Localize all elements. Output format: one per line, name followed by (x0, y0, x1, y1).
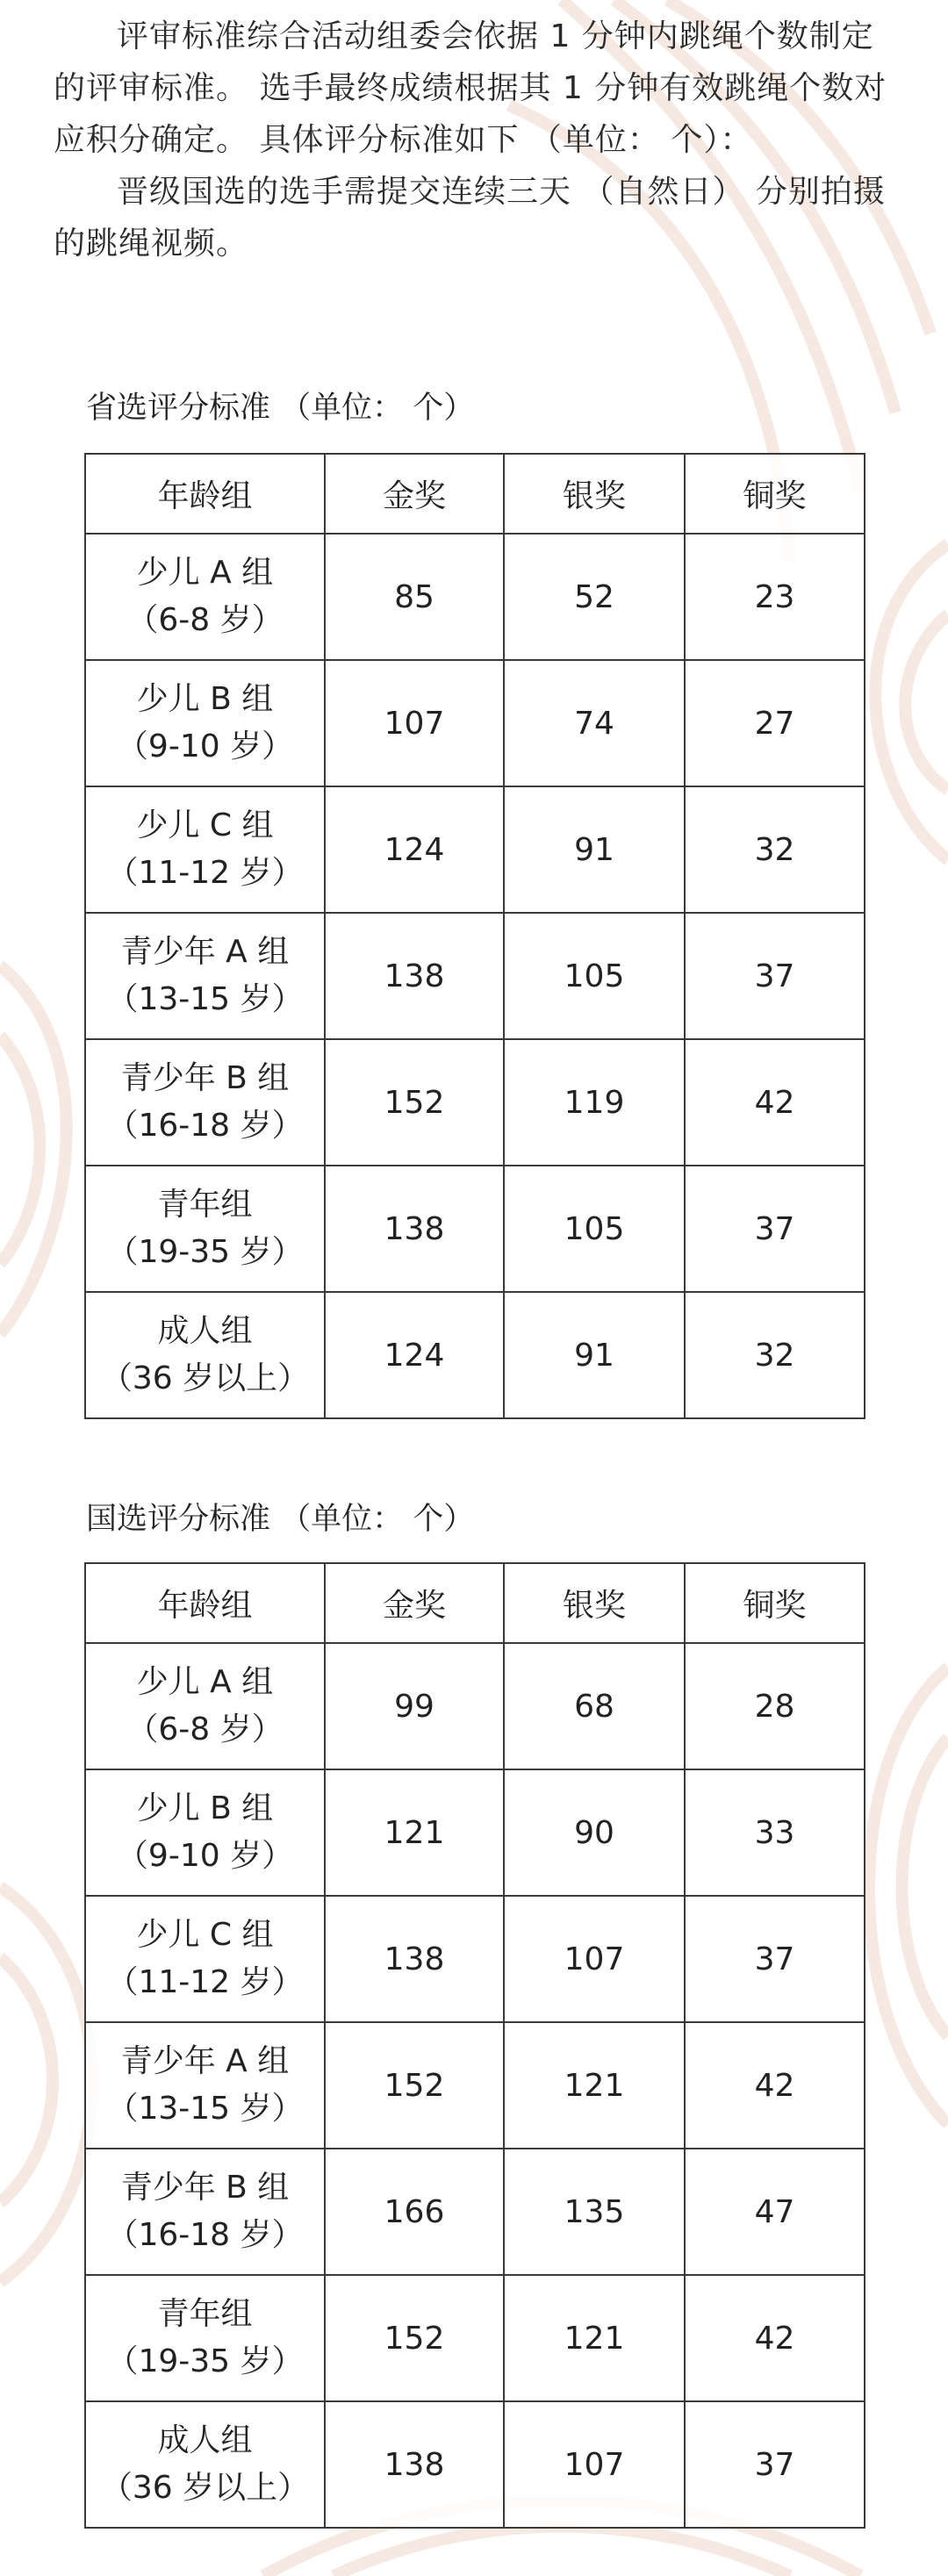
age-group-cell (85, 660, 325, 786)
age-group-cell (85, 2401, 325, 2528)
age-range: （9-10 岁） (116, 1838, 294, 1874)
gold-cell: 138 (325, 2401, 504, 2528)
age-range: （19-35 岁） (106, 2343, 304, 2379)
age-range: （19-35 岁） (106, 1234, 304, 1270)
age-group-cell (85, 1166, 325, 1292)
header-age-group: 年龄组 (85, 1563, 325, 1643)
age-range: （36 岁以上） (100, 2470, 310, 2506)
table-header-row (85, 1563, 865, 1643)
header-age-group: 年龄组 (85, 454, 325, 534)
age-group-cell (85, 1769, 325, 1896)
gold-cell: 166 (325, 2149, 504, 2275)
age-group-name: 青年组 (157, 2296, 253, 2332)
gold-cell: 138 (325, 1166, 504, 1292)
table-row (85, 2149, 865, 2275)
bronze-cell: 27 (685, 660, 865, 786)
silver-cell: 91 (504, 1292, 685, 1418)
intro-text (54, 11, 896, 269)
table-row (85, 1896, 865, 2022)
table-row (85, 2401, 865, 2528)
age-range: （6-8 岁） (126, 1711, 284, 1747)
age-group-name: 青少年 B 组 (120, 2170, 290, 2206)
silver-cell: 119 (504, 1039, 685, 1166)
silver-cell: 91 (504, 786, 685, 913)
gold-cell: 152 (325, 2022, 504, 2149)
silver-cell: 135 (504, 2149, 685, 2275)
table-row (85, 786, 865, 913)
age-range: （11-12 岁） (106, 855, 304, 891)
table-row (85, 913, 865, 1039)
silver-cell: 74 (504, 660, 685, 786)
intro-paragraph-2: 晋级国选的选手需提交连续三天 （自然日） 分别拍摄的跳绳视频。 (54, 174, 886, 262)
national-score-table (84, 1562, 865, 2529)
age-group-name: 成人组 (157, 2422, 253, 2458)
gold-cell: 138 (325, 1896, 504, 2022)
gold-cell: 138 (325, 913, 504, 1039)
age-group-name: 青年组 (157, 1187, 253, 1223)
age-group-cell (85, 1039, 325, 1166)
bronze-cell: 42 (685, 2022, 865, 2149)
age-range: （36 岁以上） (100, 1360, 310, 1396)
national-table-title: 国选评分标准 （单位： 个） (86, 1502, 475, 1537)
age-group-name: 成人组 (157, 1313, 253, 1349)
age-range: （11-12 岁） (106, 1964, 304, 2000)
age-group-name: 青少年 A 组 (120, 934, 290, 970)
header-gold: 金奖 (325, 454, 504, 534)
table-row (85, 1166, 865, 1292)
age-group-name: 少儿 C 组 (136, 1917, 274, 1953)
bronze-cell: 42 (685, 1039, 865, 1166)
bronze-cell: 28 (685, 1643, 865, 1769)
bronze-cell: 42 (685, 2275, 865, 2401)
silver-cell: 68 (504, 1643, 685, 1769)
age-range: （9-10 岁） (116, 728, 294, 764)
bronze-cell: 32 (685, 1292, 865, 1418)
age-range: （6-8 岁） (126, 602, 284, 638)
silver-cell: 107 (504, 1896, 685, 2022)
age-group-cell (85, 2149, 325, 2275)
bronze-cell: 37 (685, 1896, 865, 2022)
age-range: （16-18 岁） (106, 1108, 304, 1144)
gold-cell: 124 (325, 1292, 504, 1418)
table-row (85, 2275, 865, 2401)
gold-cell: 152 (325, 1039, 504, 1166)
provincial-score-table (84, 453, 865, 1419)
age-group-cell (85, 1643, 325, 1769)
bronze-cell: 33 (685, 1769, 865, 1896)
gold-cell: 152 (325, 2275, 504, 2401)
table-row (85, 534, 865, 660)
table-row (85, 2022, 865, 2149)
age-range: （13-15 岁） (106, 2091, 304, 2127)
table-header-row (85, 454, 865, 534)
age-group-name: 青少年 A 组 (120, 2043, 290, 2079)
gold-cell: 107 (325, 660, 504, 786)
gold-cell: 121 (325, 1769, 504, 1896)
table-row (85, 1769, 865, 1896)
silver-cell: 52 (504, 534, 685, 660)
silver-cell: 105 (504, 1166, 685, 1292)
gold-cell: 85 (325, 534, 504, 660)
age-group-cell (85, 2275, 325, 2401)
age-group-name: 少儿 B 组 (136, 681, 274, 717)
age-group-cell (85, 786, 325, 913)
header-silver: 银奖 (504, 454, 685, 534)
age-group-cell (85, 1292, 325, 1418)
bronze-cell: 37 (685, 913, 865, 1039)
silver-cell: 105 (504, 913, 685, 1039)
age-group-name: 少儿 A 组 (136, 1664, 274, 1700)
age-group-name: 少儿 C 组 (136, 807, 274, 843)
age-group-name: 少儿 A 组 (136, 555, 274, 591)
silver-cell: 121 (504, 2022, 685, 2149)
bronze-cell: 23 (685, 534, 865, 660)
bronze-cell: 47 (685, 2149, 865, 2275)
age-group-name: 青少年 B 组 (120, 1060, 290, 1096)
bronze-cell: 37 (685, 2401, 865, 2528)
silver-cell: 107 (504, 2401, 685, 2528)
age-group-cell (85, 913, 325, 1039)
age-group-cell (85, 2022, 325, 2149)
table-row (85, 1039, 865, 1166)
provincial-table-title: 省选评分标准 （单位： 个） (86, 391, 475, 426)
age-group-cell (85, 1896, 325, 2022)
age-range: （16-18 岁） (106, 2217, 304, 2253)
silver-cell: 90 (504, 1769, 685, 1896)
header-bronze: 铜奖 (685, 1563, 865, 1643)
header-bronze: 铜奖 (685, 454, 865, 534)
age-group-cell (85, 534, 325, 660)
gold-cell: 124 (325, 786, 504, 913)
gold-cell: 99 (325, 1643, 504, 1769)
intro-paragraph-1: 评审标准综合活动组委会依据 1 分钟内跳绳个数制定的评审标准。 选手最终成绩根据其 1 分钟有效跳绳个数对应积分确定。 具体评分标准如下 （单位： 个）： (54, 18, 887, 158)
age-group-name: 少儿 B 组 (136, 1790, 274, 1826)
table-row (85, 1292, 865, 1418)
table-row (85, 1643, 865, 1769)
table-row (85, 660, 865, 786)
header-silver: 银奖 (504, 1563, 685, 1643)
bronze-cell: 32 (685, 786, 865, 913)
bronze-cell: 37 (685, 1166, 865, 1292)
silver-cell: 121 (504, 2275, 685, 2401)
age-range: （13-15 岁） (106, 981, 304, 1017)
header-gold: 金奖 (325, 1563, 504, 1643)
